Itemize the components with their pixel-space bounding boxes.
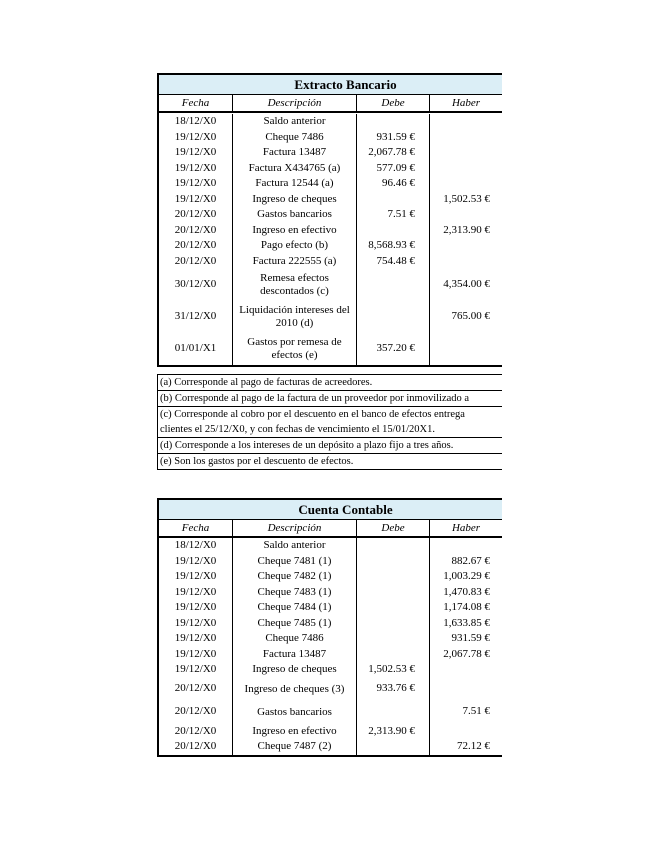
cuenta-body: [159, 538, 502, 755]
cell-descripcion: [233, 269, 357, 301]
extracto-bancario-table: [157, 73, 502, 367]
cell-debe: [357, 301, 430, 333]
cell-debe: [357, 600, 430, 616]
table-row: [159, 114, 502, 130]
cell-fecha: 19/12/X0: [159, 145, 233, 161]
cell-haber: 1,003.29 €: [443, 570, 490, 582]
table-row: [159, 631, 502, 647]
cell-descripcion: [233, 616, 357, 632]
notes-box: [157, 374, 502, 470]
cell-descripcion-text: Liquidación intereses del: [239, 304, 350, 316]
cell-fecha: 19/12/X0: [159, 616, 233, 632]
cell-haber: 4,354.00 €: [443, 278, 490, 291]
note-a: (a) Corresponde al pago de facturas de acreedores.: [158, 375, 502, 391]
table-row: [159, 647, 502, 663]
cell-haber: [430, 678, 502, 701]
cuenta-title: Cuenta Contable: [159, 500, 502, 520]
table-row: [159, 724, 502, 740]
cell-descripcion: [233, 192, 357, 208]
cell-debe: [357, 616, 430, 632]
cell-haber: [430, 333, 502, 365]
cell-debe: [357, 631, 430, 647]
cell-haber: 2,067.78 €: [443, 647, 490, 660]
note-c-line1: (c) Corresponde al cobro por el descuento en el banco de efectos entrega: [160, 409, 465, 420]
cell-debe: [357, 739, 430, 755]
cell-descripcion: [233, 238, 357, 254]
table-row: [159, 333, 502, 365]
cell-descripcion: [233, 538, 357, 554]
cell-debe: 754.48 €: [357, 254, 430, 270]
cell-haber: [430, 130, 502, 146]
cell-haber: 7.51 €: [462, 705, 490, 718]
cell-descripcion-text: Ingreso en efectivo: [252, 223, 337, 236]
extracto-body: [159, 113, 502, 365]
cell-fecha: 20/12/X0: [159, 678, 233, 701]
cell-haber: [430, 207, 502, 223]
cell-descripcion-text: Gastos bancarios: [257, 705, 332, 718]
table-row: [159, 176, 502, 192]
cell-descripcion-text: Cheque 7483 (1): [257, 585, 332, 598]
cell-haber: 72.12 €: [457, 740, 490, 752]
cell-haber: [430, 238, 502, 254]
cell-descripcion: [233, 176, 357, 192]
cell-fecha: 30/12/X0: [159, 269, 233, 301]
cell-debe: [357, 192, 430, 208]
cell-descripcion: [233, 701, 357, 724]
header-fecha: Fecha: [159, 520, 233, 536]
cell-debe: 2,067.78 €: [357, 145, 430, 161]
table-row: [159, 678, 502, 701]
cell-descripcion-text: Cheque 7487 (2): [257, 740, 332, 753]
cell-descripcion-text: Ingreso de cheques: [252, 192, 337, 205]
cell-descripcion-text: Saldo anterior: [263, 539, 326, 552]
cell-debe: [357, 554, 430, 570]
cell-descripcion: [233, 301, 357, 333]
cell-debe: 931.59 €: [357, 130, 430, 146]
cell-descripcion: [233, 114, 357, 130]
cell-haber: 882.67 €: [451, 554, 490, 567]
cell-haber: 931.59 €: [451, 632, 490, 644]
table-row: [159, 538, 502, 554]
cell-fecha: 20/12/X0: [159, 724, 233, 740]
cell-debe: 357.20 €: [357, 333, 430, 365]
cell-debe: [357, 647, 430, 663]
cell-descripcion-text: Cheque 7486: [265, 130, 324, 143]
cell-fecha: 18/12/X0: [159, 538, 233, 554]
cell-descripcion-text: Ingreso de cheques (3): [244, 682, 345, 695]
cell-fecha: 31/12/X0: [159, 301, 233, 333]
table-row: [159, 269, 502, 301]
cell-descripcion-text: Ingreso en efectivo: [252, 724, 337, 737]
cell-descripcion: [233, 585, 357, 601]
cell-debe: 933.76 €: [357, 678, 430, 701]
cell-descripcion-text-line2: descontados (c): [260, 285, 329, 297]
cell-descripcion: [233, 647, 357, 663]
cell-haber: [430, 161, 502, 177]
cell-haber: [430, 254, 502, 270]
cell-fecha: 19/12/X0: [159, 554, 233, 570]
cell-debe: 96.46 €: [357, 176, 430, 192]
cell-fecha: 19/12/X0: [159, 585, 233, 601]
cell-descripcion: [233, 254, 357, 270]
cell-fecha: 19/12/X0: [159, 600, 233, 616]
cell-debe: [357, 269, 430, 301]
note-c-line2: clientes el 25/12/X0, y con fechas de vencimiento el 15/01/20X1.: [160, 424, 435, 435]
note-c: [158, 407, 502, 438]
cell-descripcion-text: Gastos bancarios: [257, 208, 332, 221]
table-row: [159, 585, 502, 601]
header-descripcion: Descripción: [233, 520, 357, 536]
cell-debe: [357, 114, 430, 130]
cell-descripcion: [233, 145, 357, 161]
table-row: [159, 238, 502, 254]
cell-debe: [357, 569, 430, 585]
table-row: [159, 662, 502, 678]
cell-fecha: 20/12/X0: [159, 238, 233, 254]
cell-debe: 7.51 €: [357, 207, 430, 223]
cell-descripcion-text-line2: 2010 (d): [275, 317, 314, 329]
cuenta-contable-table: [157, 498, 502, 757]
cell-descripcion: [233, 161, 357, 177]
extracto-header-row: [159, 95, 502, 113]
cell-descripcion: [233, 739, 357, 755]
cell-fecha: 19/12/X0: [159, 161, 233, 177]
cell-haber: [430, 145, 502, 161]
cell-haber: 765.00 €: [451, 310, 490, 323]
note-d: (d) Corresponde a los intereses de un depósito a plazo fijo a tres años.: [158, 438, 502, 454]
cell-debe: [357, 701, 430, 724]
table-row: [159, 130, 502, 146]
cell-descripcion-text: Factura 13487: [262, 647, 327, 660]
cell-fecha: 20/12/X0: [159, 254, 233, 270]
cell-descripcion-text-line2: efectos (e): [271, 349, 318, 361]
header-debe: Debe: [357, 520, 430, 536]
cell-descripcion: [233, 207, 357, 223]
cell-descripcion-text: Cheque 7484 (1): [257, 601, 332, 614]
table-row: [159, 145, 502, 161]
cell-haber: 1,470.83 €: [443, 585, 490, 598]
header-descripcion: Descripción: [233, 95, 357, 111]
cell-descripcion: [233, 662, 357, 678]
table-row: [159, 554, 502, 570]
header-debe: Debe: [357, 95, 430, 111]
cell-fecha: 19/12/X0: [159, 176, 233, 192]
cuenta-header-row: [159, 520, 502, 538]
table-row: [159, 701, 502, 724]
cell-descripcion: [233, 223, 357, 239]
cell-descripcion-text: Factura 12544 (a): [255, 177, 334, 190]
cell-descripcion-text: Cheque 7481 (1): [257, 554, 332, 567]
cell-fecha: 20/12/X0: [159, 207, 233, 223]
cell-debe: 577.09 €: [357, 161, 430, 177]
cell-debe: 8,568.93 €: [357, 238, 430, 254]
table-row: [159, 161, 502, 177]
table-row: [159, 600, 502, 616]
cell-fecha: 19/12/X0: [159, 192, 233, 208]
cell-debe: [357, 538, 430, 554]
cell-fecha: 19/12/X0: [159, 569, 233, 585]
cell-fecha: 18/12/X0: [159, 114, 233, 130]
cell-fecha: 19/12/X0: [159, 130, 233, 146]
cell-haber: 1,174.08 €: [443, 601, 490, 613]
table-row: [159, 739, 502, 755]
cell-fecha: 01/01/X1: [159, 333, 233, 365]
cell-haber: 1,633.85 €: [443, 616, 490, 629]
cell-descripcion-text: Cheque 7482 (1): [257, 570, 332, 583]
cell-haber: 2,313.90 €: [443, 223, 490, 236]
cell-descripcion: [233, 569, 357, 585]
cell-descripcion-text: Saldo anterior: [263, 115, 326, 128]
cell-haber: [430, 114, 502, 130]
cell-descripcion: [233, 554, 357, 570]
table-row: [159, 192, 502, 208]
cell-descripcion-text: Cheque 7485 (1): [257, 616, 332, 629]
cell-fecha: 20/12/X0: [159, 739, 233, 755]
cell-haber: 1,502.53 €: [443, 192, 490, 205]
cell-descripcion: [233, 333, 357, 365]
cell-fecha: 20/12/X0: [159, 223, 233, 239]
header-haber: Haber: [451, 522, 481, 534]
cell-descripcion: [233, 631, 357, 647]
table-row: [159, 569, 502, 585]
table-row: [159, 223, 502, 239]
header-fecha: Fecha: [159, 95, 233, 111]
cell-haber: [430, 724, 502, 740]
table-row: [159, 254, 502, 270]
note-b: (b) Corresponde al pago de la factura de un proveedor por inmovilizado a: [158, 391, 502, 407]
extracto-title: Extracto Bancario: [159, 75, 502, 95]
cell-descripcion: [233, 130, 357, 146]
cell-descripcion-text: Ingreso de cheques: [252, 663, 337, 676]
cell-debe: 1,502.53 €: [357, 662, 430, 678]
cell-descripcion-text: Factura X434765 (a): [248, 161, 341, 174]
cell-fecha: 19/12/X0: [159, 647, 233, 663]
cell-fecha: 20/12/X0: [159, 701, 233, 724]
cell-descripcion: [233, 600, 357, 616]
cell-debe: [357, 585, 430, 601]
table-row: [159, 616, 502, 632]
cell-descripcion: [233, 724, 357, 740]
cell-fecha: 19/12/X0: [159, 662, 233, 678]
cell-descripcion-text: Cheque 7486: [265, 632, 324, 645]
note-e: (e) Son los gastos por el descuento de efectos.: [158, 454, 502, 470]
cell-descripcion-text: Remesa efectos: [260, 272, 329, 284]
cell-debe: 2,313.90 €: [357, 724, 430, 740]
cell-descripcion-text: Factura 13487: [262, 146, 327, 159]
cell-descripcion-text: Pago efecto (b): [260, 239, 329, 252]
cell-haber: [430, 662, 502, 678]
cell-descripcion-text: Factura 222555 (a): [252, 254, 337, 267]
header-haber: Haber: [451, 97, 481, 109]
table-row: [159, 207, 502, 223]
table-row: [159, 301, 502, 333]
cell-debe: [357, 223, 430, 239]
cell-descripcion: [233, 678, 357, 701]
cell-fecha: 19/12/X0: [159, 631, 233, 647]
cell-descripcion-text: Gastos por remesa de: [247, 336, 342, 348]
cell-haber: [430, 538, 502, 554]
cell-haber: [430, 176, 502, 192]
